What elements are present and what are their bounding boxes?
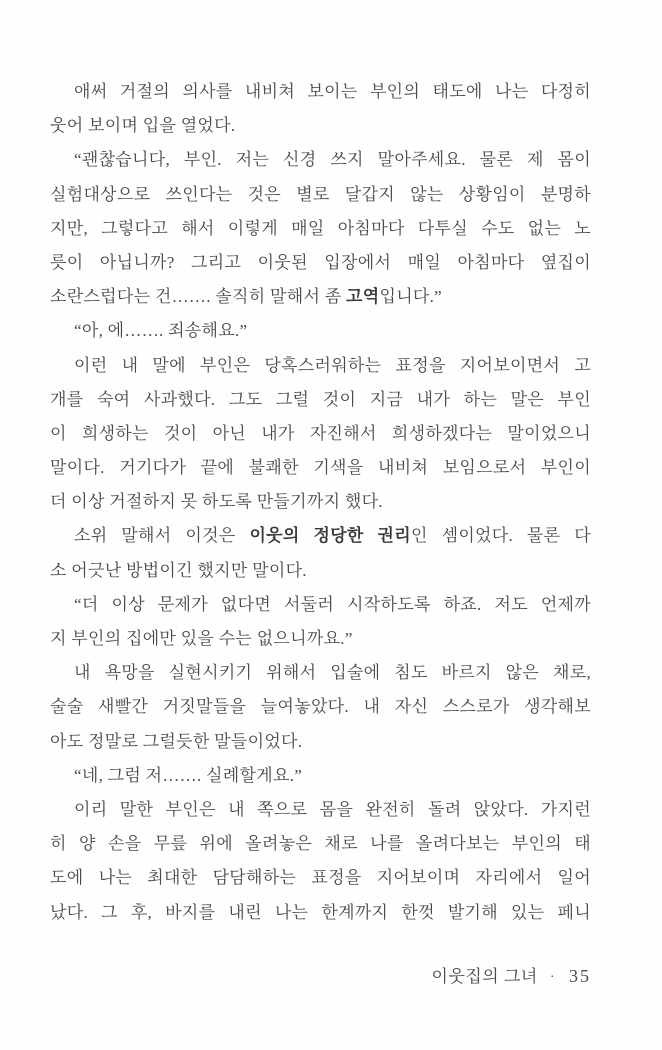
text-run: 이런 내 말에 부인은 당혹스러워하는 표정을 지어보이면서 고 (74, 355, 591, 375)
text-run: 지 부인의 집에만 있을 수는 없으니까요.” (50, 629, 353, 648)
emphasis-text: 이웃의 정당한 권리 (249, 526, 411, 546)
text-line (50, 75, 591, 109)
text-line (50, 827, 591, 861)
text-line (50, 109, 591, 143)
text-line (50, 417, 591, 451)
text-line (50, 178, 591, 212)
text-run: 개를 숙여 사과했다. 그도 그럴 것이 지금 내가 하는 말은 부인 (50, 389, 591, 409)
text-run: 소란스럽다는 건……. 솔직히 말해서 좀 (50, 287, 347, 307)
text-line (50, 451, 591, 485)
text-run: “더 이상 문제가 없다면 서둘러 시작하도록 하죠. 저도 언제까 (74, 594, 591, 614)
text-line (50, 725, 591, 759)
text-line (50, 143, 591, 177)
text-run: “아, 에……. 죄송해요.” (74, 321, 248, 341)
text-run: 이 희생하는 것이 아닌 내가 자진해서 희생하겠다는 말이었으니 (50, 423, 591, 443)
page-number: 35 (569, 966, 591, 986)
text-run: 웃어 보이며 입을 열었다. (50, 116, 236, 136)
text-line (50, 246, 591, 280)
text-line (50, 793, 591, 827)
text-run: “네, 그럼 저……. 실례할게요.” (74, 765, 303, 785)
running-title: 이웃집의 그녀 (431, 967, 538, 986)
text-run: 애써 거절의 의사를 내비쳐 보이는 부인의 태도에 나는 다정히 (74, 82, 591, 101)
separator-dot: · (549, 970, 555, 985)
text-run: 소 어긋난 방법이긴 했지만 말이다. (50, 560, 307, 580)
text-run: “괜찮습니다, 부인. 저는 신경 쓰지 말아주세요. 물론 제 몸이 (74, 150, 591, 170)
text-run: 이리 말한 부인은 내 쪽으로 몸을 완전히 돌려 앉았다. 가지런 (74, 799, 591, 819)
text-run: 더 이상 거절하지 못 하도록 만들기까지 했다. (50, 492, 383, 512)
text-line (50, 554, 591, 588)
text-line (50, 212, 591, 246)
text-run: 히 양 손을 무릎 위에 올려놓은 채로 나를 올려다보는 부인의 태 (50, 834, 591, 854)
body-text (50, 75, 591, 930)
text-run: 인 셈이었다. 물론 다 (411, 526, 591, 546)
page-footer (50, 962, 591, 987)
text-run: 났다. 그 후, 바지를 내린 나는 한계까지 한껏 발기해 있는 페니 (50, 902, 591, 922)
text-line (50, 622, 591, 656)
text-run: 도에 나는 최대한 담담해하는 표정을 지어보이며 자리에서 일어 (50, 868, 591, 888)
text-run: 소위 말해서 이것은 (74, 526, 250, 546)
text-line (50, 690, 591, 724)
text-run: 실험대상으로 쓰인다는 것은 별로 달갑지 않는 상황임이 분명하 (50, 184, 591, 204)
text-line (50, 314, 591, 348)
text-run: 아도 정말로 그럴듯한 말들이었다. (50, 731, 303, 751)
text-line (50, 383, 591, 417)
text-line (50, 656, 591, 690)
text-line (50, 896, 591, 930)
text-run: 말이다. 거기다가 끝에 불쾌한 기색을 내비쳐 보임으로서 부인이 (50, 458, 591, 478)
text-line (50, 280, 591, 314)
text-line (50, 349, 591, 383)
text-run: 술술 새빨간 거짓말들을 늘여놓았다. 내 자신 스스로가 생각해보 (50, 697, 591, 717)
text-run: 내 욕망을 실현시키기 위해서 입술에 침도 바르지 않은 채로, (74, 663, 591, 683)
text-run: 릇이 아닙니까? 그리고 이웃된 입장에서 매일 아침마다 옆집이 (50, 252, 591, 272)
text-line (50, 519, 591, 553)
emphasis-text: 고역 (346, 287, 380, 307)
text-line (50, 485, 591, 519)
text-line (50, 588, 591, 622)
text-line (50, 861, 591, 895)
text-run: 지만, 그렇다고 해서 이렇게 매일 아침마다 다투실 수도 없는 노 (50, 218, 591, 238)
text-run: 입니다.” (379, 287, 443, 307)
text-line (50, 759, 591, 793)
